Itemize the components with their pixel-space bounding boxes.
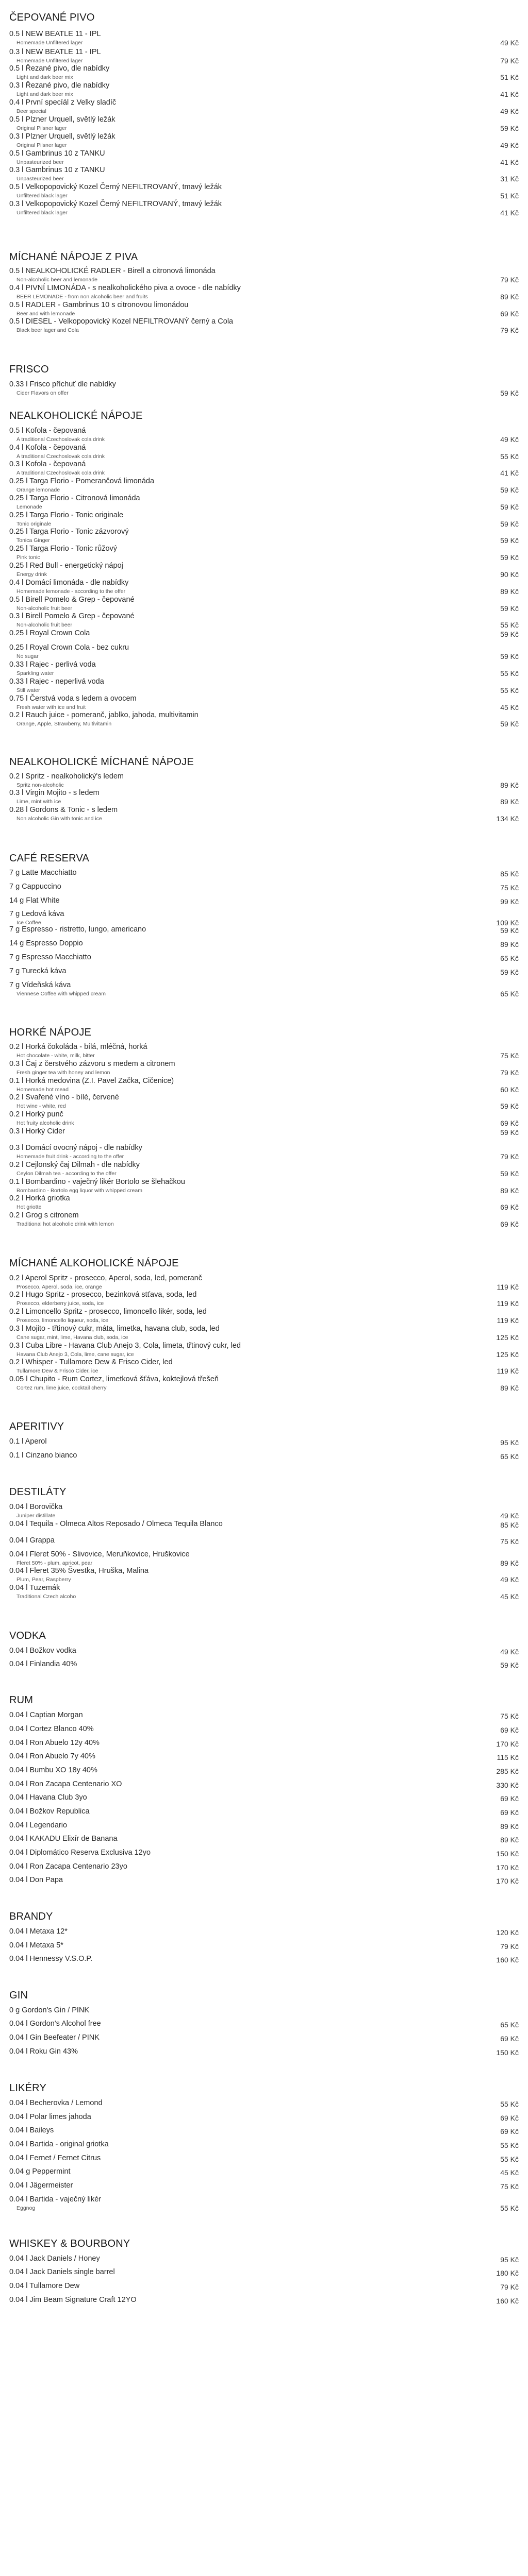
item-price: 59 Kč (500, 503, 519, 511)
item-description: Orange lemonade (16, 487, 60, 493)
item-price: 120 Kč (496, 1928, 519, 1937)
section-title: DESTILÁTY (9, 1486, 67, 1498)
item-price: 59 Kč (500, 536, 519, 545)
item-price: 59 Kč (500, 1170, 519, 1178)
item-description: Unfiltered black lager (16, 210, 68, 216)
item-name: 0.5 l Kofola - čepovaná (9, 427, 86, 435)
item-price: 89 Kč (500, 293, 519, 301)
item-name: 0.1 l Cinzano bianco (9, 1451, 77, 1460)
item-name: 0.2 l Horká griotka (9, 1194, 70, 1202)
item-name: 7 g Vídeňská káva (9, 981, 71, 989)
item-name: 0.1 l Aperol (9, 1437, 47, 1446)
item-description: Energy drink (16, 571, 47, 578)
item-name: 0.4 l První specíál z Velky sladíč (9, 98, 117, 107)
item-name: 0.04 l Tuzemák (9, 1584, 60, 1592)
item-name: 0.04 l Bartida - vaječný likér (9, 2195, 102, 2204)
item-name: 0.5 l Řezané pivo, dle nabídky (9, 64, 110, 73)
item-description: Unfiltered black lager (16, 193, 68, 199)
item-price: 89 Kč (500, 587, 519, 596)
item-description: Tonica Ginger (16, 537, 50, 544)
item-price: 119 Kč (497, 1316, 519, 1325)
item-name: 0.04 l Bumbu XO 18y 40% (9, 1766, 97, 1774)
item-name: 0.04 l Havana Club 3yo (9, 1793, 87, 1802)
item-name: 0 g Gordon's Gin / PINK (9, 2006, 90, 2014)
item-name: 0.3 l Plzner Urquell, světlý ležák (9, 132, 116, 141)
item-name: 0.04 l Jägermeister (9, 2181, 73, 2190)
item-price: 89 Kč (500, 1187, 519, 1195)
item-price: 55 Kč (500, 2141, 519, 2149)
item-name: 0.04 l Diplomático Reserva Exclusiva 12yo (9, 1849, 151, 1857)
item-price: 90 Kč (500, 570, 519, 579)
item-name: 0.04 l Metaxa 5* (9, 1941, 63, 1950)
item-price: 119 Kč (497, 1283, 519, 1291)
item-description: Cane sugar, mint, lime, Havana club, soda, ice (16, 1334, 128, 1341)
item-description: Plum, Pear, Raspberry (16, 1577, 71, 1583)
item-description: Fresh water with ice and fruit (16, 704, 86, 710)
item-name: 7 g Cappuccino (9, 883, 61, 891)
item-price: 89 Kč (500, 1822, 519, 1831)
item-price: 79 Kč (500, 1069, 519, 1077)
item-name: 0.04 l Don Papa (9, 1876, 63, 1884)
item-price: 59 Kč (500, 486, 519, 494)
item-price: 125 Kč (496, 1350, 519, 1359)
item-name: 0.04 l Tequila - Olmeca Altos Reposado / Olmeca Tequila Blanco (9, 1520, 223, 1528)
item-name: 0.5 l NEALKOHOLICKÉ RADLER - Birell a citronová limonáda (9, 267, 216, 275)
item-price: 119 Kč (497, 1299, 519, 1308)
item-price: 49 Kč (500, 141, 519, 149)
item-name: 0.04 l Božkov vodka (9, 1647, 76, 1655)
item-name: 0.33 l Rajec - perlivá voda (9, 660, 96, 669)
item-price: 69 Kč (500, 2035, 519, 2043)
item-price: 79 Kč (500, 1153, 519, 1161)
item-price: 59 Kč (500, 968, 519, 976)
item-name: 0.25 l Targa Florio - Tonic zázvorový (9, 528, 129, 536)
item-name: 0.04 l KAKADU Elixír de Banana (9, 1835, 118, 1843)
item-price: 49 Kč (500, 435, 519, 444)
item-name: 0.5 l DIESEL - Velkopopovický Kozel NEFILTROVANÝ černý a Cola (9, 317, 234, 326)
item-name: 0.4 l PIVNÍ LIMONÁDA - s nealkoholického piva a ovoce - dle nabídky (9, 284, 241, 292)
section-title: CAFÉ RESERVA (9, 853, 90, 864)
item-description: Lemonade (16, 504, 42, 510)
item-name: 0.25 l Royal Crown Cola (9, 629, 90, 637)
item-name: 0.04 l Božkov Republica (9, 1807, 90, 1816)
item-description: Non-alcoholic beer and lemonade (16, 277, 98, 283)
item-description: Unpasteurized beer (16, 176, 64, 182)
item-name: 0.04 g Peppermint (9, 2167, 71, 2176)
item-price: 89 Kč (500, 1836, 519, 1844)
item-name: 0.04 l Ron Abuelo 7y 40% (9, 1752, 95, 1760)
item-name: 0.04 l Fleret 50% - Slivovice, Meruňkovice, Hruškovice (9, 1550, 190, 1558)
item-name: 0.3 l Birell Pomelo & Grep - čepované (9, 612, 135, 620)
section-title: APERITIVY (9, 1421, 64, 1432)
item-name: 7 g Turecká káva (9, 967, 67, 975)
item-name: 0.2 l Horká čokoláda - bílá, mléčná, horká (9, 1043, 147, 1051)
item-price: 75 Kč (500, 1537, 519, 1546)
section-title: ČEPOVANÉ PIVO (9, 12, 95, 23)
section-title: GIN (9, 1990, 28, 2001)
item-description: Hot wine - white, red (16, 1103, 66, 1109)
item-price: 45 Kč (500, 1592, 519, 1601)
item-description: Cider Flavors on offer (16, 390, 69, 396)
item-description: Homemade hot mead (16, 1087, 69, 1093)
item-description: Prosecco, Aperol, soda, ice, orange (16, 1284, 102, 1290)
item-price: 65 Kč (500, 2021, 519, 2029)
item-name: 14 g Espresso Doppio (9, 939, 83, 947)
item-price: 125 Kč (496, 1333, 519, 1342)
item-price: 49 Kč (500, 1512, 519, 1520)
item-name: 0.2 l Cejlonský čaj Dilmah - dle nabídky (9, 1161, 140, 1169)
item-description: Non alcoholic Gin with tonic and ice (16, 816, 102, 822)
item-description: Lime, mint with ice (16, 799, 61, 805)
item-name: 0.04 l Fleret 35% Švestka, Hruška, Malina (9, 1567, 148, 1575)
item-price: 69 Kč (500, 1220, 519, 1228)
item-price: 51 Kč (500, 73, 519, 81)
item-description: A traditional Czechoslovak cola drink (16, 453, 105, 460)
item-price: 75 Kč (500, 884, 519, 892)
item-price: 119 Kč (497, 1367, 519, 1375)
item-name: 0.04 l Captian Morgan (9, 1711, 83, 1719)
item-name: 0.2 l Rauch juice - pomeranč, jablko, jahoda, multivitamin (9, 711, 199, 719)
item-price: 69 Kč (500, 1808, 519, 1817)
item-description: Traditional hot alcoholic drink with lemon (16, 1221, 114, 1227)
item-name: 0.04 l Roku Gin 43% (9, 2047, 78, 2056)
item-price: 59 Kč (500, 652, 519, 660)
item-name: 0.04 l Finlandia 40% (9, 1660, 77, 1668)
item-price: 330 Kč (496, 1781, 519, 1789)
item-price: 79 Kč (500, 57, 519, 65)
item-description: Havana Club Anejo 3, Cola, lime, cane sugar, ice (16, 1351, 134, 1358)
item-name: 0.28 l Gordons & Tonic - s ledem (9, 806, 118, 814)
item-description: Sparkling water (16, 670, 54, 676)
item-name: 0.3 l Horký Cider (9, 1127, 65, 1136)
item-price: 79 Kč (500, 326, 519, 334)
item-name: 0.5 l Velkopopovický Kozel Černý NEFILTROVANÝ, tmavý ležák (9, 183, 222, 191)
item-name: 0.1 l Bombardino - vaječný likér Bortolo se šlehačkou (9, 1178, 185, 1186)
item-name: 0.2 l Grog s citronem (9, 1211, 79, 1219)
item-price: 89 Kč (500, 781, 519, 789)
item-name: 0.04 l Jim Beam Signature Craft 12YO (9, 2296, 137, 2304)
item-description: Viennese Coffee with whipped cream (16, 991, 106, 997)
item-description: Beer special (16, 108, 46, 114)
item-name: 0.04 l Hennessy V.S.O.P. (9, 1955, 93, 1963)
item-price: 59 Kč (500, 720, 519, 728)
item-price: 75 Kč (500, 1712, 519, 1720)
item-name: 0.3 l Kofola - čepovaná (9, 460, 86, 468)
item-name: 0.25 l Targa Florio - Tonic originale (9, 511, 124, 519)
item-description: Ceylon Dilmah tea - according to the offer (16, 1171, 117, 1177)
item-description: A traditional Czechoslovak cola drink (16, 470, 105, 476)
item-price: 160 Kč (496, 2297, 519, 2305)
item-price: 65 Kč (500, 1452, 519, 1461)
item-name: 0.3 l Velkopopovický Kozel Černý NEFILTROVANÝ, tmavý ležák (9, 200, 222, 208)
item-price: 59 Kč (500, 604, 519, 613)
item-price: 59 Kč (500, 553, 519, 562)
item-description: Eggnog (16, 2205, 36, 2211)
item-name: 0.5 l RADLER - Gambrinus 10 s citronovou limonádou (9, 301, 189, 309)
item-name: 7 g Espresso Macchiatto (9, 953, 91, 961)
item-price: 180 Kč (496, 2269, 519, 2277)
item-name: 0.04 l Grappa (9, 1536, 55, 1545)
item-price: 109 Kč (496, 919, 519, 927)
item-description: Hot chocolate - white, milk, bitter (16, 1053, 95, 1059)
item-name: 0.4 l Domácí limonáda - dle nabídky (9, 579, 129, 587)
item-name: 0.3 l Gambrinus 10 z TANKU (9, 166, 105, 174)
item-description: Tonic originale (16, 521, 52, 527)
item-price: 41 Kč (500, 90, 519, 98)
item-description: Non-alcoholic fruit beer (16, 605, 72, 612)
item-name: 0.5 l Plzner Urquell, světlý ležák (9, 115, 116, 124)
item-price: 59 Kč (500, 630, 519, 638)
section-title: MÍCHANÉ ALKOHOLICKÉ NÁPOJE (9, 1258, 179, 1269)
item-name: 0.5 l Birell Pomelo & Grep - čepované (9, 596, 135, 604)
item-name: 0.04 l Jack Daniels / Honey (9, 2255, 100, 2263)
item-description: Hot fruity alcoholic drink (16, 1120, 74, 1126)
item-description: Unpasteurized beer (16, 159, 64, 165)
item-price: 69 Kč (500, 2114, 519, 2122)
item-name: 0.1 l Horká medovina (Z.I. Pavel Začka, Cičenice) (9, 1077, 174, 1085)
item-price: 89 Kč (500, 798, 519, 806)
item-name: 7 g Latte Macchiatto (9, 869, 77, 877)
item-description: BEER LEMONADE - from non alcoholic beer and fruits (16, 294, 148, 300)
item-name: 0.25 l Targa Florio - Pomerančová limonáda (9, 477, 155, 485)
item-price: 55 Kč (500, 452, 519, 461)
item-price: 49 Kč (500, 39, 519, 47)
item-name: 0.05 l Chupito - Rum Cortez, limetková šťáva, koktejlová třešeň (9, 1375, 219, 1383)
item-name: 0.3 l Čaj z čerstvého zázvoru s medem a citronem (9, 1060, 175, 1068)
item-price: 75 Kč (500, 2182, 519, 2191)
item-name: 0.04 l Ron Zacapa Centenario 23yo (9, 1862, 127, 1871)
item-name: 0.75 l Čerstvá voda s ledem a ovocem (9, 694, 137, 703)
item-description: Bombardino - Bortolo egg liquor with whipped cream (16, 1188, 142, 1194)
item-price: 285 Kč (496, 1767, 519, 1775)
item-price: 55 Kč (500, 2100, 519, 2108)
item-price: 170 Kč (496, 1877, 519, 1885)
item-price: 170 Kč (496, 1740, 519, 1748)
item-price: 41 Kč (500, 209, 519, 217)
item-name: 0.25 l Targa Florio - Citronová limonáda (9, 494, 140, 502)
item-price: 69 Kč (500, 310, 519, 318)
section-title: MÍCHANÉ NÁPOJE Z PIVA (9, 251, 138, 263)
item-name: 0.04 l Gordon's Alcohol free (9, 2020, 101, 2028)
item-price: 45 Kč (500, 2168, 519, 2177)
item-price: 55 Kč (500, 686, 519, 694)
item-name: 0.2 l Svařené víno - bílé, červené (9, 1093, 119, 1101)
item-description: Black beer lager and Cola (16, 327, 79, 333)
item-name: 0.2 l Aperol Spritz - prosecco, Aperol, soda, led, pomeranč (9, 1274, 202, 1282)
item-name: 0.04 l Baileys (9, 2126, 54, 2134)
item-price: 150 Kč (496, 2048, 519, 2057)
item-name: 0.2 l Limoncello Spritz - prosecco, limoncello likér, soda, led (9, 1308, 207, 1316)
item-name: 0.04 l Cortez Blanco 40% (9, 1725, 94, 1733)
item-price: 150 Kč (496, 1850, 519, 1858)
item-description: Original Pilsner lager (16, 142, 67, 148)
item-description: A traditional Czechoslovak cola drink (16, 436, 105, 443)
item-description: Homemade Unfiltered lager (16, 40, 83, 46)
item-description: Orange, Apple, Strawberry, Multivitamin (16, 721, 112, 727)
item-description: Cortez rum, lime juice, cocktail cherry (16, 1385, 107, 1391)
item-name: 0.04 l Legendario (9, 1821, 68, 1829)
item-name: 0.04 l Ron Abuelo 12y 40% (9, 1739, 100, 1747)
section-title: FRISCO (9, 364, 49, 375)
item-name: 0.33 l Rajec - neperlivá voda (9, 677, 104, 686)
item-name: 7 g Espresso - ristretto, lungo, americano (9, 925, 146, 934)
item-description: Non-alcoholic fruit beer (16, 622, 72, 628)
item-price: 55 Kč (500, 2204, 519, 2212)
item-price: 69 Kč (500, 2127, 519, 2136)
item-name: 0.5 l NEW BEATLE 11 - IPL (9, 30, 101, 38)
item-description: Homemade lemonade - according to the offer (16, 588, 126, 595)
item-name: 0.4 l Kofola - čepovaná (9, 444, 86, 452)
item-price: 49 Kč (500, 1648, 519, 1656)
section-title: BRANDY (9, 1911, 53, 1922)
item-name: 0.04 l Gin Beefeater / PINK (9, 2033, 100, 2042)
item-name: 0.04 l Becherovka / Lemond (9, 2099, 103, 2107)
item-description: Homemade fruit drink - according to the offer (16, 1154, 124, 1160)
item-price: 95 Kč (500, 2256, 519, 2264)
item-price: 59 Kč (500, 520, 519, 528)
item-price: 65 Kč (500, 990, 519, 998)
item-description: No sugar (16, 653, 39, 659)
item-price: 75 Kč (500, 1052, 519, 1060)
item-name: 0.25 l Red Bull - energetický nápoj (9, 562, 123, 570)
section-title: LIKÉRY (9, 2082, 46, 2094)
item-price: 115 Kč (497, 1753, 519, 1761)
item-price: 79 Kč (500, 1942, 519, 1951)
item-name: 0.04 l Jack Daniels single barrel (9, 2268, 115, 2276)
item-description: Prosecco, limoncello liqueur, soda, ice (16, 1317, 109, 1324)
item-description: Juniper distillate (16, 1513, 56, 1519)
item-price: 55 Kč (500, 2155, 519, 2163)
item-name: 0.3 l Mojito - třtinový cukr, máta, limetka, havana club, soda, led (9, 1325, 220, 1333)
item-price: 69 Kč (500, 1726, 519, 1734)
item-price: 69 Kč (500, 1794, 519, 1803)
item-name: 0.25 l Royal Crown Cola - bez cukru (9, 643, 129, 652)
item-description: Tullamore Dew & Frisco Cider, ice (16, 1368, 98, 1374)
item-description: Ice Coffee (16, 920, 41, 926)
item-name: 0.3 l Domácí ovocný nápoj - dle nabídky (9, 1144, 142, 1152)
section-title: HORKÉ NÁPOJE (9, 1027, 92, 1038)
item-name: 0.33 l Frisco příchuť dle nabídky (9, 380, 116, 388)
item-price: 31 Kč (500, 175, 519, 183)
section-title: RUM (9, 1694, 34, 1706)
item-price: 65 Kč (500, 954, 519, 962)
item-name: 0.04 l Fernet / Fernet Citrus (9, 2154, 101, 2162)
section-title: NEALKOHOLICKÉ NÁPOJE (9, 410, 143, 421)
item-description: Still water (16, 687, 40, 693)
item-name: 0.2 l Horký punč (9, 1110, 63, 1118)
item-description: Fleret 50% - plum, apricot, pear (16, 1560, 93, 1566)
item-price: 49 Kč (500, 1575, 519, 1584)
item-name: 14 g Flat White (9, 896, 60, 905)
section-title: NEALKOHOLICKÉ MÍCHANÉ NÁPOJE (9, 756, 194, 768)
item-name: 0.2 l Whisper - Tullamore Dew & Frisco Cider, led (9, 1358, 173, 1366)
item-price: 85 Kč (500, 870, 519, 878)
item-price: 59 Kč (500, 1128, 519, 1137)
item-price: 59 Kč (500, 926, 519, 935)
item-price: 59 Kč (500, 1661, 519, 1669)
item-description: Fresh ginger tea with honey and lemon (16, 1070, 110, 1076)
item-description: Pink tonic (16, 554, 40, 561)
item-price: 99 Kč (500, 897, 519, 906)
item-description: Hot griotte (16, 1204, 42, 1210)
item-name: 0.2 l Hugo Spritz - prosecco, bezinková stťava, soda, led (9, 1291, 197, 1299)
item-name: 0.3 l NEW BEATLE 11 - IPL (9, 48, 101, 56)
item-price: 59 Kč (500, 389, 519, 397)
item-price: 69 Kč (500, 1119, 519, 1127)
item-description: Beer and with lemonade (16, 311, 75, 317)
item-price: 134 Kč (496, 815, 519, 823)
item-name: 0.04 l Metaxa 12* (9, 1927, 68, 1936)
item-price: 79 Kč (500, 276, 519, 284)
item-name: 0.04 l Borovička (9, 1503, 63, 1511)
item-price: 79 Kč (500, 2283, 519, 2291)
item-price: 45 Kč (500, 703, 519, 711)
item-description: Light and dark beer mix (16, 91, 73, 97)
item-name: 0.3 l Cuba Libre - Havana Club Anejo 3, Cola, limeta, třtinový cukr, led (9, 1342, 241, 1350)
item-price: 60 Kč (500, 1086, 519, 1094)
item-price: 59 Kč (500, 1102, 519, 1110)
item-price: 95 Kč (500, 1438, 519, 1447)
item-price: 89 Kč (500, 1384, 519, 1392)
item-name: 0.04 l Tullamore Dew (9, 2282, 80, 2290)
item-price: 41 Kč (500, 158, 519, 166)
item-price: 85 Kč (500, 1521, 519, 1529)
item-name: 0.2 l Spritz - nealkoholický's ledem (9, 772, 124, 781)
item-description: Traditional Czech alcoho (16, 1594, 76, 1600)
item-name: 0.04 l Polar limes jahoda (9, 2113, 91, 2121)
item-name: 0.3 l Řezané pivo, dle nabídky (9, 81, 110, 90)
section-title: WHISKEY & BOURBONY (9, 2238, 130, 2249)
item-price: 59 Kč (500, 124, 519, 132)
item-price: 55 Kč (500, 621, 519, 629)
item-description: Prosecco, elderberry juice, soda, ice (16, 1300, 104, 1307)
item-name: 0.5 l Gambrinus 10 z TANKU (9, 149, 105, 158)
item-price: 41 Kč (500, 469, 519, 477)
item-price: 49 Kč (500, 107, 519, 115)
item-name: 0.04 l Ron Zacapa Centenario XO (9, 1780, 122, 1788)
item-name: 0.04 l Bartida - original griotka (9, 2140, 109, 2148)
item-price: 55 Kč (500, 669, 519, 677)
item-price: 89 Kč (500, 1559, 519, 1567)
item-description: Original Pilsner lager (16, 125, 67, 131)
item-name: 0.3 l Virgin Mojito - s ledem (9, 789, 100, 797)
section-title: VODKA (9, 1630, 46, 1641)
item-description: Spritz non-alcoholic (16, 782, 64, 788)
item-name: 7 g Ledová káva (9, 910, 64, 918)
item-description: Homemade Unfiltered lager (16, 58, 83, 64)
item-price: 89 Kč (500, 940, 519, 948)
item-price: 170 Kč (496, 1863, 519, 1872)
item-price: 69 Kč (500, 1203, 519, 1211)
item-description: Light and dark beer mix (16, 74, 73, 80)
item-name: 0.25 l Targa Florio - Tonic růžový (9, 545, 118, 553)
item-price: 160 Kč (496, 1956, 519, 1964)
item-price: 51 Kč (500, 192, 519, 200)
